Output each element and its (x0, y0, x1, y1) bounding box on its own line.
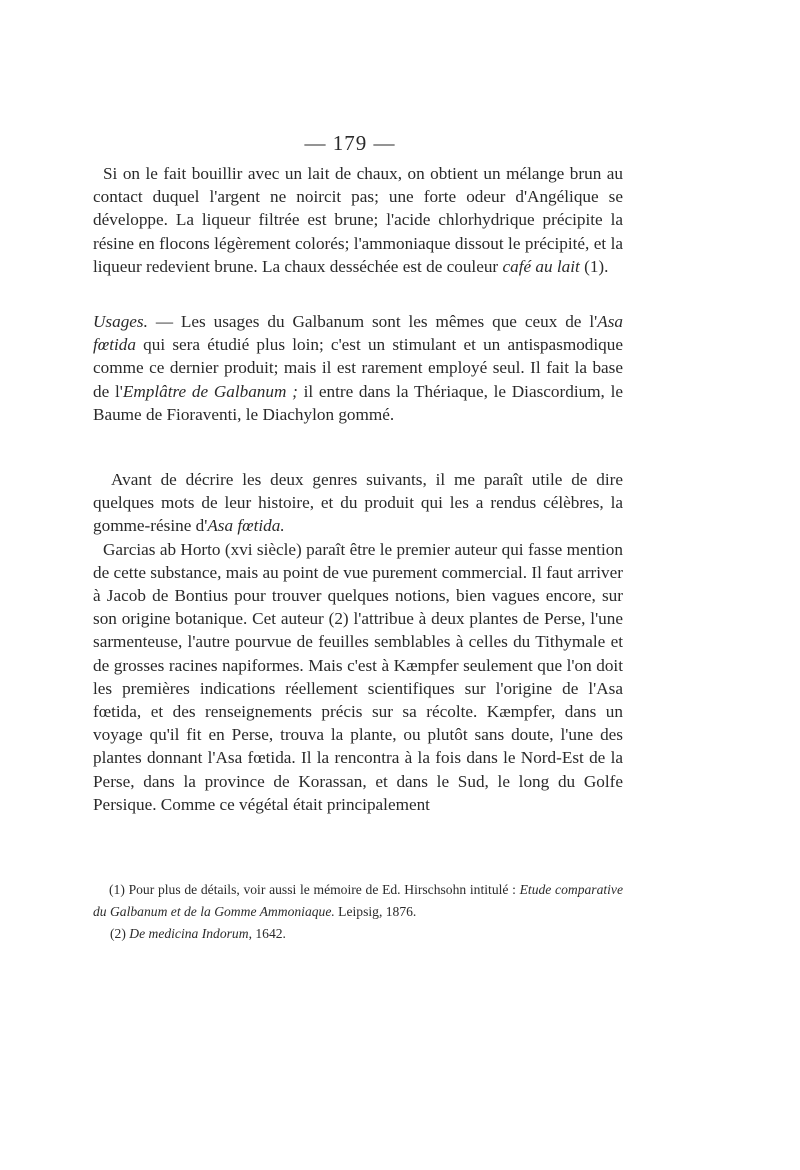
paragraph-usages-text-1: — Les usages du Galbanum sont les mêmes que ceux de l' (147, 312, 598, 332)
footnote-1-after: Leipsig, 1876. (334, 904, 417, 919)
footnote-1-italic: Etude comparative du Galbanum et de la Gomme Ammoniaque. (93, 882, 623, 919)
footnote-ref-1: (1). (579, 256, 609, 276)
footnote-2-italic: De medicina Indorum (129, 926, 249, 941)
paragraph-garcias (93, 538, 623, 816)
paragraph-avant-italic: Asa fœtida. (207, 516, 285, 536)
paragraph-garcias-text: Garcias ab Horto (xvi siècle) paraît être le premier auteur qui fasse mention de cette substance, mais au point de vue purement commercial. Il faut arriver à Jacob de Bontius pour trouver quelques notions, bien vagues encore, sur son origine botanique. Cet auteur (2) l'attribue à deux plantes de Perse, l'une sarmenteuse, l'autre pourvue de feuilles semblables à celles du Tithymale et de grosses racines napiformes. Mais c'est à Kæmpfer seulement que l'on doit les premières indications réellement scientifiques sur l'origine de l'Asa fœtida, et des renseignements précis sur sa récolte. Kæmpfer, dans un voyage qu'il fit en Perse, trouva la plante, ou plutôt sans doute, l'une des plantes donnant l'Asa fœtida. Il la rencontra à la fois dans le Nord-Est de la Perse, dans la province de Korassan, et dans le Sud, le long du Golfe Persique. Comme ce végétal était principalement (93, 539, 623, 814)
paragraph-chaux-text: Si on le fait bouillir avec un lait de chaux, on obtient un mélange brun au contact duquel l'argent ne noircit pas; une forte odeur d'Angélique se développe. La liqueur filtrée est brune; l'acide chlorhydrique précipite la résine en flocons légèrement colorés; l'ammoniaque dissout le précipité, et la liqueur redevient brune. La chaux desséchée est de couleur (93, 164, 623, 276)
paragraph-usages-italic-2: Emplâtre de Galbanum ; (122, 381, 298, 401)
main-text (93, 162, 623, 816)
footnote-2-after: , 1642. (248, 926, 286, 941)
paragraph-avant (93, 468, 623, 538)
footnotes (93, 879, 623, 945)
footnote-1-text: (1) Pour plus de détails, voir aussi le mémoire de Ed. Hirschsohn intitulé : (109, 882, 520, 897)
paragraph-avant-text: Avant de décrire les deux genres suivants, il me paraît utile de dire quelques mots de leur histoire, et du produit qui les a rendus célèbres, la gomme-résine d' (93, 470, 623, 536)
paragraph-chaux (93, 162, 623, 278)
paragraph-usages-text-3: il entre dans la Thériaque, le Diascordium, le Baume de Fioraventi, le Diachylon gommé. (93, 381, 623, 424)
footnote-2-text: (2) (110, 926, 130, 941)
paragraph-usages-italic-1: Asa fœtida (93, 312, 623, 355)
page-number: — 179 — (304, 131, 396, 155)
section-heading-usages: Usages. (93, 312, 148, 332)
paragraph-chaux-italic: café au lait (502, 256, 580, 276)
paragraph-usages-text-2: qui sera étudié plus loin; c'est un stimulant et un antispasmodique comme ce dernier produit; mais il est rarement employé seul. Il fait la base de l' (93, 335, 623, 401)
footnote-2 (93, 923, 623, 945)
footnote-1 (93, 879, 623, 923)
paragraph-usages (93, 310, 623, 426)
